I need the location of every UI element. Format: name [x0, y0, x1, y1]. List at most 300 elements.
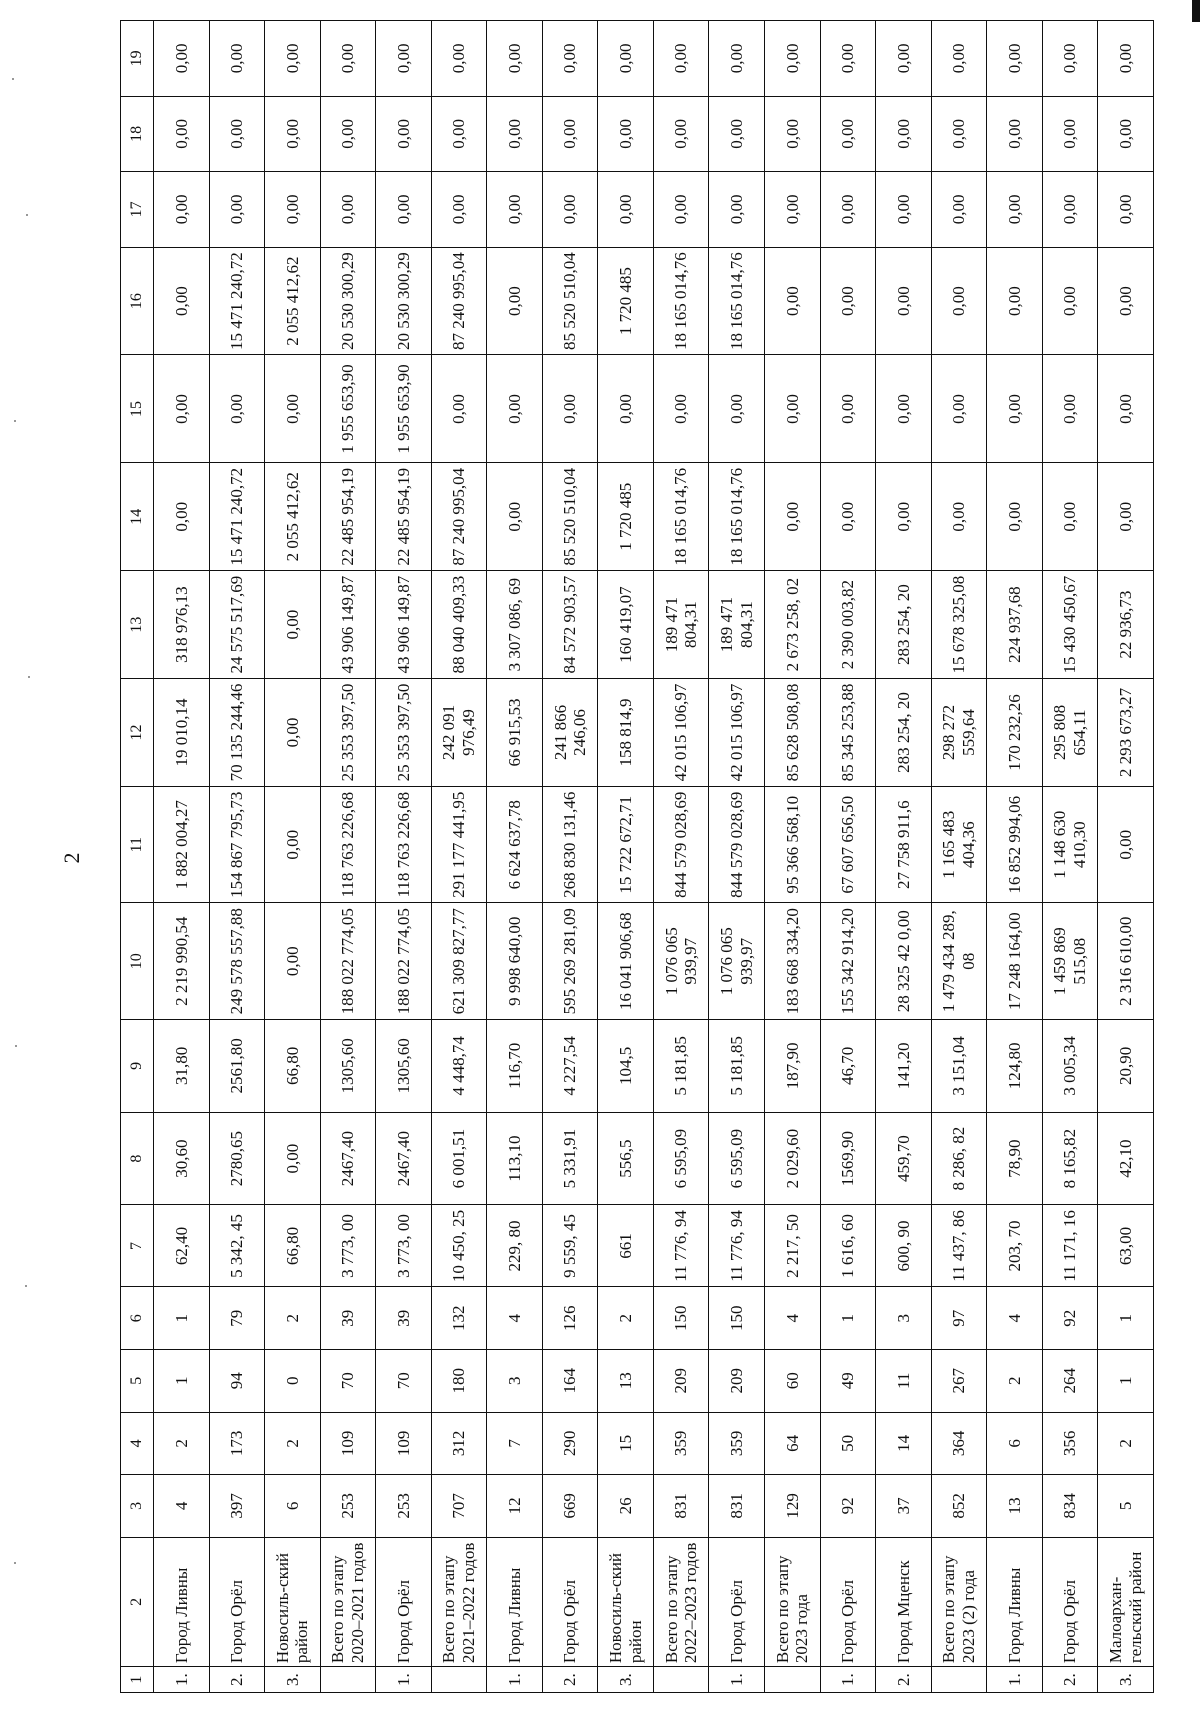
row-number-cell	[320, 1667, 376, 1693]
value-cell: 16 041 906,68	[598, 903, 654, 1020]
column-number: 3	[121, 1475, 154, 1538]
value-cell: 0,00	[265, 96, 321, 172]
value-cell: 183 668 334,20	[765, 903, 821, 1020]
value-cell: 6 595,09	[709, 1112, 765, 1205]
territory-cell: Город Орёл	[542, 1537, 598, 1666]
value-cell: 0,00	[1098, 172, 1154, 248]
row-number-cell: 3.	[598, 1667, 654, 1693]
value-cell: 359	[709, 1412, 765, 1475]
column-number: 10	[121, 903, 154, 1020]
value-cell: 0,00	[1042, 172, 1098, 248]
value-cell: 0,00	[876, 96, 932, 172]
territory-cell: Город Ливны	[487, 1537, 543, 1666]
value-cell: 2 390 003,82	[820, 571, 876, 679]
value-cell: 66,80	[265, 1019, 321, 1112]
rotated-table-area	[120, 20, 1150, 1693]
column-number: 16	[121, 247, 154, 355]
value-cell: 241 866 246,06	[542, 679, 598, 787]
value-cell: 0	[265, 1350, 321, 1413]
value-cell: 62,40	[154, 1205, 210, 1287]
value-cell: 6 595,09	[653, 1112, 709, 1205]
value-cell: 189 471 804,31	[653, 571, 709, 679]
territory-cell: Новосиль-ский район	[598, 1537, 654, 1666]
scan-speck	[14, 420, 16, 422]
value-cell: 0,00	[653, 172, 709, 248]
column-number: 9	[121, 1019, 154, 1112]
value-cell: 0,00	[265, 679, 321, 787]
value-cell: 18 165 014,76	[709, 247, 765, 355]
value-cell: 2 055 412,62	[265, 463, 321, 571]
value-cell: 0,00	[542, 172, 598, 248]
value-cell: 129	[765, 1475, 821, 1538]
value-cell: 4 448,74	[431, 1019, 487, 1112]
value-cell: 42 015 106,97	[653, 679, 709, 787]
value-cell: 22 485 954,19	[376, 463, 432, 571]
value-cell: 1 459 869 515,08	[1042, 903, 1098, 1020]
value-cell: 2	[1098, 1412, 1154, 1475]
value-cell: 67 607 656,50	[820, 786, 876, 903]
scan-speck	[25, 1285, 27, 1287]
value-cell: 0,00	[376, 172, 432, 248]
row-number-cell: 1.	[709, 1667, 765, 1693]
value-cell: 28 325 42 0,00	[876, 903, 932, 1020]
value-cell: 0,00	[598, 21, 654, 97]
territory-cell: Новосиль-ский район	[265, 1537, 321, 1666]
table-row	[876, 21, 932, 1693]
value-cell: 19 010,14	[154, 679, 210, 787]
value-cell: 844 579 028,69	[709, 786, 765, 903]
value-cell: 25 353 397,50	[376, 679, 432, 787]
value-cell: 291 177 441,95	[431, 786, 487, 903]
value-cell: 0,00	[1042, 355, 1098, 463]
value-cell: 0,00	[876, 21, 932, 97]
value-cell: 11 171, 16	[1042, 1205, 1098, 1287]
value-cell: 13	[987, 1475, 1043, 1538]
value-cell: 9 998 640,00	[487, 903, 543, 1020]
value-cell: 5 331,91	[542, 1112, 598, 1205]
value-cell: 2561,80	[209, 1019, 265, 1112]
value-cell: 70 135 244,46	[209, 679, 265, 787]
value-cell: 0,00	[1098, 463, 1154, 571]
value-cell: 0,00	[209, 355, 265, 463]
value-cell: 661	[598, 1205, 654, 1287]
value-cell: 0,00	[598, 96, 654, 172]
value-cell: 22 485 954,19	[320, 463, 376, 571]
value-cell: 0,00	[598, 172, 654, 248]
territory-cell: Малоархан-гельский район	[1098, 1537, 1154, 1666]
value-cell: 24 575 517,69	[209, 571, 265, 679]
value-cell: 124,80	[987, 1019, 1043, 1112]
value-cell: 11	[876, 1350, 932, 1413]
value-cell: 160 419,07	[598, 571, 654, 679]
column-number: 1	[121, 1667, 154, 1693]
value-cell: 0,00	[265, 786, 321, 903]
value-cell: 18 165 014,76	[709, 463, 765, 571]
value-cell: 0,00	[987, 247, 1043, 355]
value-cell: 0,00	[265, 903, 321, 1020]
value-cell: 87 240 995,04	[431, 247, 487, 355]
value-cell: 0,00	[765, 21, 821, 97]
value-cell: 116,70	[487, 1019, 543, 1112]
value-cell: 97	[931, 1287, 987, 1350]
value-cell: 2 293 673,27	[1098, 679, 1154, 787]
value-cell: 63,00	[1098, 1205, 1154, 1287]
value-cell: 0,00	[1098, 355, 1154, 463]
value-cell: 0,00	[709, 355, 765, 463]
value-cell: 8 165,82	[1042, 1112, 1098, 1205]
value-cell: 0,00	[987, 172, 1043, 248]
column-number: 8	[121, 1112, 154, 1205]
value-cell: 831	[653, 1475, 709, 1538]
value-cell: 43 906 149,87	[320, 571, 376, 679]
table-row	[209, 21, 265, 1693]
value-cell: 60	[765, 1350, 821, 1413]
value-cell: 290	[542, 1412, 598, 1475]
territory-cell: Город Орёл	[709, 1537, 765, 1666]
territory-cell: Всего по этапу 2023 года	[765, 1537, 821, 1666]
value-cell: 15 678 325,08	[931, 571, 987, 679]
column-number: 13	[121, 571, 154, 679]
value-cell: 1 720 485	[598, 463, 654, 571]
row-number-cell: 1.	[376, 1667, 432, 1693]
value-cell: 64	[765, 1412, 821, 1475]
value-cell: 0,00	[376, 21, 432, 97]
column-number: 2	[121, 1537, 154, 1666]
value-cell: 6 001,51	[431, 1112, 487, 1205]
value-cell: 0,00	[154, 96, 210, 172]
value-cell: 707	[431, 1475, 487, 1538]
column-number: 6	[121, 1287, 154, 1350]
value-cell: 1 616, 60	[820, 1205, 876, 1287]
value-cell: 85 520 510,04	[542, 463, 598, 571]
value-cell: 298 272 559,64	[931, 679, 987, 787]
value-cell: 253	[320, 1475, 376, 1538]
value-cell: 42,10	[1098, 1112, 1154, 1205]
value-cell: 2467,40	[320, 1112, 376, 1205]
edge-mark	[1192, 0, 1200, 22]
value-cell: 132	[431, 1287, 487, 1350]
row-number-cell: 1.	[487, 1667, 543, 1693]
value-cell: 4	[154, 1475, 210, 1538]
value-cell: 0,00	[820, 463, 876, 571]
value-cell: 242 091 976,49	[431, 679, 487, 787]
table-row	[265, 21, 321, 1693]
value-cell: 26	[598, 1475, 654, 1538]
value-cell: 13	[598, 1350, 654, 1413]
value-cell: 84 572 903,57	[542, 571, 598, 679]
table-row	[154, 21, 210, 1693]
table-row	[487, 21, 543, 1693]
value-cell: 70	[376, 1350, 432, 1413]
value-cell: 15 722 672,71	[598, 786, 654, 903]
row-number-cell: 2.	[1042, 1667, 1098, 1693]
territory-cell: Всего по этапу 2020–2021 годов	[320, 1537, 376, 1666]
value-cell: 2	[598, 1287, 654, 1350]
value-cell: 104,5	[598, 1019, 654, 1112]
table-row	[598, 21, 654, 1693]
value-cell: 0,00	[709, 172, 765, 248]
value-cell: 0,00	[320, 172, 376, 248]
value-cell: 1305,60	[320, 1019, 376, 1112]
value-cell: 0,00	[765, 96, 821, 172]
row-number-cell: 1.	[820, 1667, 876, 1693]
value-cell: 0,00	[154, 463, 210, 571]
value-cell: 249 578 557,88	[209, 903, 265, 1020]
value-cell: 2 217, 50	[765, 1205, 821, 1287]
value-cell: 3 005,34	[1042, 1019, 1098, 1112]
value-cell: 0,00	[987, 21, 1043, 97]
value-cell: 1305,60	[376, 1019, 432, 1112]
value-cell: 0,00	[820, 96, 876, 172]
value-cell: 0,00	[820, 355, 876, 463]
value-cell: 0,00	[209, 21, 265, 97]
value-cell: 0,00	[265, 355, 321, 463]
value-cell: 264	[1042, 1350, 1098, 1413]
value-cell: 92	[820, 1475, 876, 1538]
value-cell: 1 076 065 939,97	[709, 903, 765, 1020]
scan-speck	[14, 1562, 16, 1564]
value-cell: 85 520 510,04	[542, 247, 598, 355]
value-cell: 1	[1098, 1350, 1154, 1413]
value-cell: 126	[542, 1287, 598, 1350]
value-cell: 229, 80	[487, 1205, 543, 1287]
value-cell: 0,00	[209, 172, 265, 248]
value-cell: 1 148 630 410,30	[1042, 786, 1098, 903]
value-cell: 2	[154, 1412, 210, 1475]
row-number-cell: 3.	[265, 1667, 321, 1693]
value-cell: 118 763 226,68	[376, 786, 432, 903]
column-number: 11	[121, 786, 154, 903]
value-cell: 0,00	[987, 355, 1043, 463]
value-cell: 141,20	[876, 1019, 932, 1112]
value-cell: 14	[876, 1412, 932, 1475]
value-cell: 18 165 014,76	[653, 247, 709, 355]
value-cell: 15 430 450,67	[1042, 571, 1098, 679]
row-number-cell	[431, 1667, 487, 1693]
value-cell: 0,00	[1098, 247, 1154, 355]
value-cell: 4	[765, 1287, 821, 1350]
value-cell: 15 471 240,72	[209, 247, 265, 355]
value-cell: 0,00	[820, 172, 876, 248]
table-row	[820, 21, 876, 1693]
value-cell: 0,00	[1098, 96, 1154, 172]
row-number-cell	[653, 1667, 709, 1693]
value-cell: 0,00	[431, 21, 487, 97]
row-number-cell: 2.	[209, 1667, 265, 1693]
value-cell: 37	[876, 1475, 932, 1538]
value-cell: 359	[653, 1412, 709, 1475]
value-cell: 154 867 795,73	[209, 786, 265, 903]
value-cell: 0,00	[765, 172, 821, 248]
row-number-cell: 2.	[542, 1667, 598, 1693]
value-cell: 70	[320, 1350, 376, 1413]
value-cell: 10 450, 25	[431, 1205, 487, 1287]
value-cell: 0,00	[931, 463, 987, 571]
column-number: 12	[121, 679, 154, 787]
value-cell: 0,00	[265, 172, 321, 248]
value-cell: 0,00	[1042, 247, 1098, 355]
value-cell: 0,00	[431, 172, 487, 248]
value-cell: 203, 70	[987, 1205, 1043, 1287]
value-cell: 18 165 014,76	[653, 463, 709, 571]
value-cell: 0,00	[931, 21, 987, 97]
value-cell: 187,90	[765, 1019, 821, 1112]
value-cell: 113,10	[487, 1112, 543, 1205]
value-cell: 39	[320, 1287, 376, 1350]
value-cell: 180	[431, 1350, 487, 1413]
table-row	[542, 21, 598, 1693]
value-cell: 3 151,04	[931, 1019, 987, 1112]
table-row	[1098, 21, 1154, 1693]
value-cell: 2	[265, 1412, 321, 1475]
value-cell: 0,00	[653, 96, 709, 172]
scan-speck	[26, 214, 28, 216]
value-cell: 0,00	[154, 355, 210, 463]
value-cell: 66 915,53	[487, 679, 543, 787]
value-cell: 42 015 106,97	[709, 679, 765, 787]
table-row	[653, 21, 709, 1693]
row-number-cell	[931, 1667, 987, 1693]
value-cell: 0,00	[487, 21, 543, 97]
value-cell: 0,00	[487, 463, 543, 571]
value-cell: 0,00	[931, 247, 987, 355]
value-cell: 85 628 508,08	[765, 679, 821, 787]
value-cell: 43 906 149,87	[376, 571, 432, 679]
value-cell: 1569,90	[820, 1112, 876, 1205]
value-cell: 621 309 827,77	[431, 903, 487, 1020]
value-cell: 0,00	[542, 21, 598, 97]
page-number: 2	[59, 852, 84, 864]
column-number: 15	[121, 355, 154, 463]
value-cell: 79	[209, 1287, 265, 1350]
column-number: 5	[121, 1350, 154, 1413]
value-cell: 1	[154, 1287, 210, 1350]
value-cell: 831	[709, 1475, 765, 1538]
territory-cell: Город Орёл	[1042, 1537, 1098, 1666]
value-cell: 0,00	[320, 96, 376, 172]
value-cell: 0,00	[931, 355, 987, 463]
value-cell: 2 673 258, 02	[765, 571, 821, 679]
value-cell: 6 624 637,78	[487, 786, 543, 903]
value-cell: 318 976,13	[154, 571, 210, 679]
territory-cell: Город Орёл	[820, 1537, 876, 1666]
value-cell: 0,00	[154, 172, 210, 248]
value-cell: 397	[209, 1475, 265, 1538]
table-row	[987, 21, 1043, 1693]
table-row	[1042, 21, 1098, 1693]
value-cell: 0,00	[876, 172, 932, 248]
value-cell: 0,00	[820, 21, 876, 97]
value-cell: 0,00	[542, 96, 598, 172]
value-cell: 5 181,85	[653, 1019, 709, 1112]
value-cell: 209	[653, 1350, 709, 1413]
value-cell: 0,00	[209, 96, 265, 172]
value-cell: 95 366 568,10	[765, 786, 821, 903]
row-number-cell: 1.	[987, 1667, 1043, 1693]
row-number-cell: 2.	[876, 1667, 932, 1693]
value-cell: 0,00	[653, 355, 709, 463]
value-cell: 0,00	[709, 21, 765, 97]
table-row	[709, 21, 765, 1693]
value-cell: 0,00	[765, 463, 821, 571]
value-cell: 356	[1042, 1412, 1098, 1475]
value-cell: 3	[487, 1350, 543, 1413]
territory-cell: Город Орёл	[209, 1537, 265, 1666]
value-cell: 85 345 253,88	[820, 679, 876, 787]
value-cell: 92	[1042, 1287, 1098, 1350]
value-cell: 170 232,26	[987, 679, 1043, 787]
value-cell: 0,00	[709, 96, 765, 172]
value-cell: 118 763 226,68	[320, 786, 376, 903]
value-cell: 595 269 281,09	[542, 903, 598, 1020]
value-cell: 1	[154, 1350, 210, 1413]
value-cell: 27 758 911,6	[876, 786, 932, 903]
value-cell: 4 227,54	[542, 1019, 598, 1112]
value-cell: 2780,65	[209, 1112, 265, 1205]
value-cell: 6	[265, 1475, 321, 1538]
column-number: 19	[121, 21, 154, 97]
value-cell: 12	[487, 1475, 543, 1538]
column-number: 18	[121, 96, 154, 172]
value-cell: 0,00	[487, 96, 543, 172]
value-cell: 7	[487, 1412, 543, 1475]
value-cell: 295 808 654,11	[1042, 679, 1098, 787]
row-number-cell	[765, 1667, 821, 1693]
value-cell: 0,00	[876, 247, 932, 355]
value-cell: 0,00	[1042, 96, 1098, 172]
value-cell: 173	[209, 1412, 265, 1475]
value-cell: 0,00	[765, 247, 821, 355]
value-cell: 2	[265, 1287, 321, 1350]
value-cell: 1	[1098, 1287, 1154, 1350]
value-cell: 5 181,85	[709, 1019, 765, 1112]
value-cell: 8 286, 82	[931, 1112, 987, 1205]
value-cell: 49	[820, 1350, 876, 1413]
value-cell: 50	[820, 1412, 876, 1475]
value-cell: 11 437, 86	[931, 1205, 987, 1287]
value-cell: 25 353 397,50	[320, 679, 376, 787]
value-cell: 87 240 995,04	[431, 463, 487, 571]
value-cell: 0,00	[265, 1112, 321, 1205]
value-cell: 0,00	[320, 21, 376, 97]
value-cell: 15 471 240,72	[209, 463, 265, 571]
value-cell: 11 776, 94	[709, 1205, 765, 1287]
value-cell: 1 955 653,90	[376, 355, 432, 463]
value-cell: 46,70	[820, 1019, 876, 1112]
value-cell: 1 955 653,90	[320, 355, 376, 463]
table-row	[376, 21, 432, 1693]
value-cell: 0,00	[154, 247, 210, 355]
value-cell: 0,00	[987, 463, 1043, 571]
table-row	[931, 21, 987, 1693]
value-cell: 0,00	[154, 21, 210, 97]
value-cell: 1 479 434 289, 08	[931, 903, 987, 1020]
value-cell: 209	[709, 1350, 765, 1413]
value-cell: 4	[987, 1287, 1043, 1350]
value-cell: 16 852 994,06	[987, 786, 1043, 903]
value-cell: 0,00	[931, 172, 987, 248]
value-cell: 852	[931, 1475, 987, 1538]
value-cell: 834	[1042, 1475, 1098, 1538]
value-cell: 150	[709, 1287, 765, 1350]
table-rotator	[120, 20, 1150, 1693]
territory-cell: Всего по этапу 2021–2022 годов	[431, 1537, 487, 1666]
value-cell: 1 076 065 939,97	[653, 903, 709, 1020]
value-cell: 0,00	[265, 571, 321, 679]
value-cell: 0,00	[542, 355, 598, 463]
value-cell: 267	[931, 1350, 987, 1413]
territory-cell: Всего по этапу 2022–2023 годов	[653, 1537, 709, 1666]
